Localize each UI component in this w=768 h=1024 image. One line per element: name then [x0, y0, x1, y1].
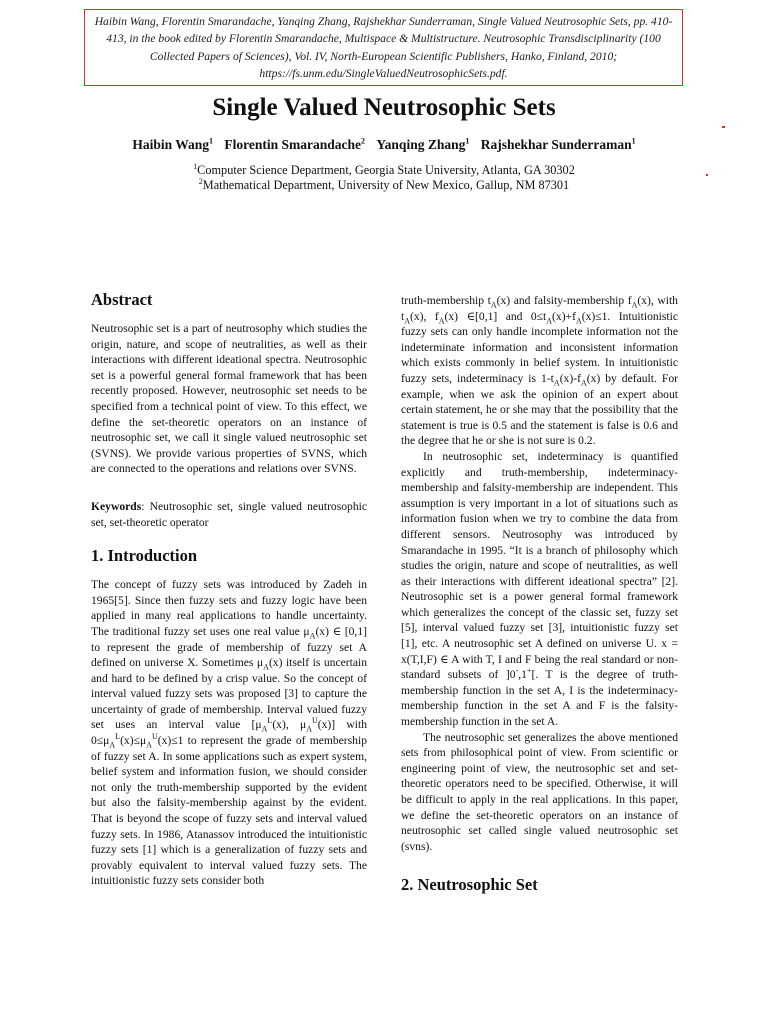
introduction-heading: 1. Introduction [91, 546, 198, 566]
author-2: Florentin Smarandache$^2$ [224, 136, 366, 152]
keywords: Keywords: Neutrosophic set, single valued neutrosophic set, set-theoretic operator [91, 499, 367, 529]
introduction-paragraph: The concept of fuzzy sets was introduced by Zadeh in 1965[5]. Since then fuzzy sets and fuzzy logic have been applied in many real applications to handle uncertainty. The traditional fuzzy set uses one real value $\mu_A(x)$ ∈ [0,1] to represent the grade of membership of fuzzy set A defined on universe X. Sometimes $\mu_A(x)$ itself is uncertain and hard to be defined by a crisp value. So the concept of interval valued fuzzy sets was proposed [3] to capture the uncertainty of grade of membership. Interval valued fuzzy set uses an interval value [$\mu_A^L(x)$, $\mu_A^U(x)$] with $0\le\mu_A^L(x)\le\mu_A^U(x)\le 1$ to represent the grade of membership of fuzzy set A. In some applications such as expert system, belief system and information fusion, we should consider not only the truth-membership supported by the evident but also the falsity-membership against by the evident. That is beyond the scope of fuzzy sets and interval valued fuzzy sets. In 1986, Atanassov introduced the intuitionistic fuzzy sets [1] which is a generalization of fuzzy sets and provably equivalent to interval valued fuzzy sets. The intuitionistic fuzzy sets consider both [91, 578, 368, 888]
author-1: Haibin Wang$^1$ [132, 136, 214, 152]
citation-text: Haibin Wang, Florentin Smarandache, Yanqing Zhang, Rajshekhar Sunderraman, Single Valued Neutrosophic Sets, pp. 410-413, in the book edited by Florentin Smarandache, Multispace & Multistructure. Neutrosophic Transdisciplinarity (100 Collected Papers of Sciences), Vol. IV, North-European Scientific Publishers, Hanko, Finland, 2010; https://fs.unm.edu/SingleValuedNeutrosophicSets.pdf. [94, 15, 673, 80]
neutrosophic-paragraph: In neutrosophic set, indeterminacy is quantified explicitly and truth-membership, indeterminacy-membership and falsity-membership are independent. This assumption is very important in a lot of situations such as information fusion when we try to combine the data from different sensors. Neutrosophy was introduced by Smarandache in 1995. “It is a branch of philosophy which studies the origin, nature and scope of neutralities, as well as their interactions with different ideational spectra” [2]. Neutrosophic set is a power general formal framework which generalizes the concept of the classic set, fuzzy set [5], interval valued fuzzy set [3], intuitionistic fuzzy set [1], etc. A neutrosophic set A defined on universe U. x = x(T,I,F) ∈ A with T, I and F being the real standard or non-standard subsets of ]0-,1+[. T is the degree of truth-membership function in the set A, I is the indeterminacy-membership function in the set A and F is the falsity-membership function in the set A. [401, 449, 678, 729]
affiliation-1: $^1$Computer Science Department, Georgia State University, Atlanta, GA 30302 [193, 161, 575, 177]
affiliation-2: $^2$Mathematical Department, University of New Mexico, Gallup, NM 87301 [198, 176, 570, 192]
neutrosophic-set-heading: 2. Neutrosophic Set [401, 875, 538, 895]
abstract-heading: Abstract [91, 290, 153, 309]
abstract-text: Neutrosophic set is a part of neutrosophy which studies the origin, nature, and scope of neutralities, as well as their interactions with different ideational spectra. Neutrosophic set is a powerful general formal framework that has been recently proposed. However, neutrosophic set needs to be specified from a technical point of view. To this effect, we define the set-theoretic operators on an instance of neutrosophic set, we call it single valued neutrosophic set (SVNS). We provide various properties of SVNS, which are connected to the operations and relations over SVNS. [91, 322, 367, 476]
citation-box [84, 9, 683, 86]
right-column [401, 293, 678, 896]
left-column [91, 289, 367, 889]
red-mark-1 [722, 126, 725, 128]
author-4: Rajshekhar Sunderraman$^1$ [480, 136, 636, 152]
intuitionistic-paragraph: truth-membership $t_A(x)$ and falsity-membership $f_A(x)$, with $t_A(x)$, $f_A(x)$ ∈[0,1] and $0\le t_A(x)+f_A(x)\le 1$. Intuitionistic fuzzy sets can only handle incomplete information not the indeterminate information and inconsistent information which exists commonly in belief system. In intuitionistic fuzzy sets, indeterminacy is $1-t_A(x)-f_A(x)$ by default. For example, when we ask the opinion of an expert about certain statement, he or she may that the possibility that the statement is true is 0.5 and the statement is false is 0.6 and the degree that he or she is not sure is 0.2. [401, 294, 678, 448]
author-list [0, 136, 768, 154]
paper-title: Single Valued Neutrosophic Sets [212, 94, 556, 121]
author-3: Yanqing Zhang$^1$ [376, 136, 470, 152]
generalization-paragraph: The neutrosophic set generalizes the above mentioned sets from philosophical point of view. From scientific or engineering point of view, the neutrosophic set and set-theoretic operators need to be specified. Otherwise, it will be difficult to apply in the real applications. In this paper, we define the set-theoretic operators on an instance of neutrosophic set called single valued neutrosophic set (svns). [401, 730, 678, 853]
